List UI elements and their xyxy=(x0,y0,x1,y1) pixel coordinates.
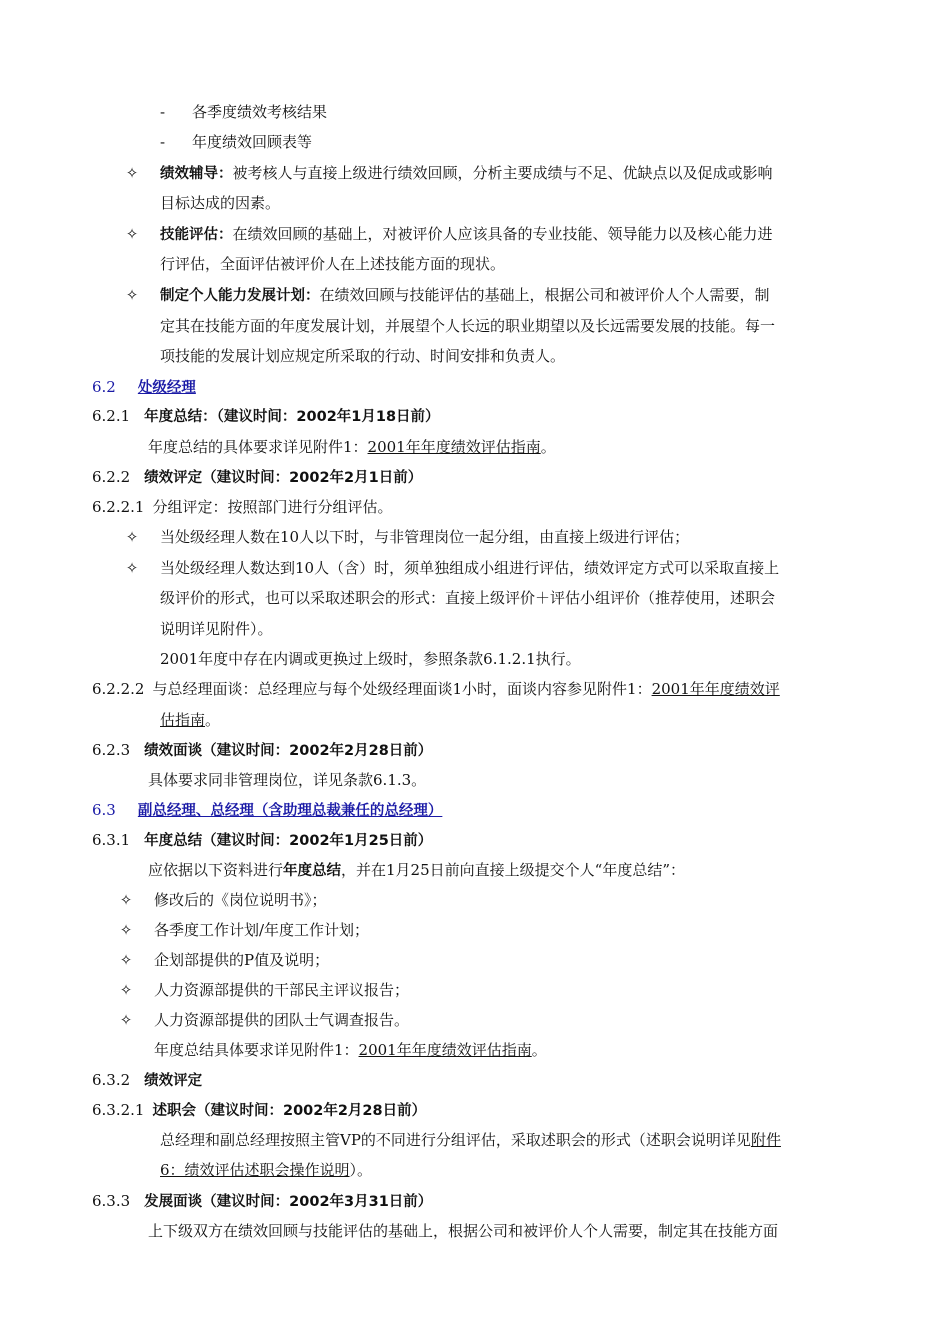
subsection-6-3-1 xyxy=(92,830,432,850)
section-title: 绩效面谈（建议时间：2002年2月28日前） xyxy=(144,743,433,759)
text-span: 被考核人与直接上级进行绩效回顾，分析主要成绩与不足、优缺点以及促成或影响 xyxy=(232,164,773,182)
text-line: 说明详见附件）。 xyxy=(160,620,273,638)
text-line: 具体要求同非管理岗位，详见条款6.1.3。 xyxy=(148,771,427,789)
link-guide[interactable]: 估指南 xyxy=(160,711,206,729)
text-line xyxy=(160,1160,372,1180)
section-number: 6.3.2 xyxy=(92,1071,131,1089)
section-title: 绩效评定（建议时间：2002年2月1日前） xyxy=(144,470,423,486)
diamond-bullet-icon: ✧ xyxy=(119,921,133,939)
section-title: 发展面谈（建议时间：2002年3月31日前） xyxy=(144,1194,433,1210)
text-line: 人力资源部提供的干部民主评议报告； xyxy=(154,981,410,999)
bold-term: 技能评估： xyxy=(160,227,233,243)
section-title: 年度总结：（建议时间：2002年1月18日前） xyxy=(144,409,440,425)
section-number: 6.2.3 xyxy=(92,741,131,759)
section-title: 绩效评定 xyxy=(144,1073,203,1089)
text-span: 应依据以下资料进行 xyxy=(148,861,284,879)
subsection-6-2-3 xyxy=(92,740,432,760)
section-title: 年度总结（建议时间：2002年1月25日前） xyxy=(144,833,433,849)
text-line: 当处级经理人数达到10人（含）时，须单独组成小组进行评估，绩效评定方式可以采取直接上 xyxy=(160,559,780,577)
section-title: 与总经理面谈：总经理应与每个处级经理面谈1小时，面谈内容参见附件1： xyxy=(152,680,652,698)
subsection-6-2-2 xyxy=(92,467,422,487)
text-line xyxy=(154,1040,547,1060)
section-number: 6.2 xyxy=(92,378,116,396)
text-span: 在绩效回顾的基础上，对被评价人应该具备的专业技能、领导能力以及核心能力进 xyxy=(232,225,773,243)
text-span: 。 xyxy=(540,438,556,456)
text-span: ）。 xyxy=(349,1161,373,1179)
text-span: ，并在1月25日前向直接上级提交个人“年度总结”： xyxy=(341,861,685,879)
text-line: 目标达成的因素。 xyxy=(160,194,281,212)
subsection-6-3-2 xyxy=(92,1070,202,1090)
text-line xyxy=(148,860,685,880)
diamond-bullet-icon: ✧ xyxy=(125,559,139,577)
bold-term: 年度总结 xyxy=(283,863,342,879)
text-line: 企划部提供的P值及说明； xyxy=(154,951,330,969)
subsection-6-2-2-2 xyxy=(92,679,780,699)
diamond-bullet-icon: ✧ xyxy=(119,1011,133,1029)
link-attachment[interactable]: 6：绩效评估述职会操作说明 xyxy=(160,1161,350,1179)
text-line xyxy=(148,437,556,457)
text-line xyxy=(160,285,770,305)
link-guide[interactable]: 2001年年度绩效评估指南 xyxy=(367,438,541,456)
text-span: 年度总结的具体要求详见附件1： xyxy=(148,438,368,456)
list-dash: - xyxy=(160,103,166,121)
text-span: 在绩效回顾与技能评估的基础上，根据公司和被评价人个人需要，制 xyxy=(319,286,770,304)
diamond-bullet-icon: ✧ xyxy=(125,164,139,182)
section-title: 述职会（建议时间：2002年2月28日前） xyxy=(152,1103,427,1119)
list-dash: - xyxy=(160,133,166,151)
text-line xyxy=(160,1130,781,1150)
diamond-bullet-icon: ✧ xyxy=(119,951,133,969)
diamond-bullet-icon: ✧ xyxy=(125,225,139,243)
text-line: 级评价的形式，也可以采取述职会的形式：直接上级评价＋评估小组评价（推荐使用，述职会 xyxy=(160,589,776,607)
subsection-6-3-3 xyxy=(92,1191,432,1211)
subsection-6-2-2-1 xyxy=(92,497,393,517)
text-line: 各季度绩效考核结果 xyxy=(192,103,328,121)
text-span: 。 xyxy=(205,711,221,729)
link-guide[interactable]: 2001年年度绩效评 xyxy=(651,680,780,698)
text-line: 项技能的发展计划应规定所采取的行动、时间安排和负责人。 xyxy=(160,347,566,365)
link-guide[interactable]: 2001年年度绩效评估指南 xyxy=(358,1041,532,1059)
diamond-bullet-icon: ✧ xyxy=(125,286,139,304)
text-line: 当处级经理人数在10人以下时，与非管理岗位一起分组，由直接上级进行评估； xyxy=(160,528,690,546)
section-number: 6.2.1 xyxy=(92,407,131,425)
link-attachment[interactable]: 附件 xyxy=(750,1131,781,1149)
text-line: 年度绩效回顾表等 xyxy=(192,133,313,151)
section-heading-6-2[interactable] xyxy=(92,377,196,397)
text-line: 各季度工作计划/年度工作计划； xyxy=(154,921,370,939)
section-number: 6.3.1 xyxy=(92,831,131,849)
section-number: 6.2.2.2 xyxy=(92,680,145,698)
subsection-6-2-1 xyxy=(92,406,440,426)
diamond-bullet-icon: ✧ xyxy=(119,891,133,909)
text-line: 定其在技能方面的年度发展计划，并展望个人长远的职业期望以及长远需要发展的技能。每一 xyxy=(160,317,776,335)
text-line: 修改后的《岗位说明书》； xyxy=(154,891,327,909)
section-number: 6.3.3 xyxy=(92,1192,131,1210)
section-number: 6.3.2.1 xyxy=(92,1101,145,1119)
text-line xyxy=(160,224,773,244)
bold-term: 制定个人能力发展计划： xyxy=(160,288,320,304)
text-span: 总经理和副总经理按照主管VP的不同进行分组评估，采取述职会的形式（述职会说明详见 xyxy=(160,1131,751,1149)
bold-term: 绩效辅导： xyxy=(160,166,233,182)
text-span: 年度总结具体要求详见附件1： xyxy=(154,1041,359,1059)
section-number: 6.2.2.1 xyxy=(92,498,145,516)
subsection-6-3-2-1 xyxy=(92,1100,426,1120)
text-line: 人力资源部提供的团队士气调查报告。 xyxy=(154,1011,410,1029)
section-title: 副总经理、总经理（含助理总裁兼任的总经理） xyxy=(137,803,443,819)
text-span: 。 xyxy=(531,1041,547,1059)
section-title: 处级经理 xyxy=(137,380,196,396)
diamond-bullet-icon: ✧ xyxy=(125,528,139,546)
text-line: 上下级双方在绩效回顾与技能评估的基础上，根据公司和被评价人个人需要，制定其在技能方面 xyxy=(148,1222,779,1240)
text-line xyxy=(160,710,220,730)
section-title: 分组评定：按照部门进行分组评估。 xyxy=(152,498,393,516)
section-heading-6-3[interactable] xyxy=(92,800,442,820)
section-number: 6.3 xyxy=(92,801,116,819)
text-line xyxy=(160,163,773,183)
diamond-bullet-icon: ✧ xyxy=(119,981,133,999)
section-number: 6.2.2 xyxy=(92,468,131,486)
text-line: 2001年度中存在内调或更换过上级时，参照条款6.1.2.1执行。 xyxy=(160,650,581,668)
text-line: 行评估，全面评估被评价人在上述技能方面的现状。 xyxy=(160,255,506,273)
